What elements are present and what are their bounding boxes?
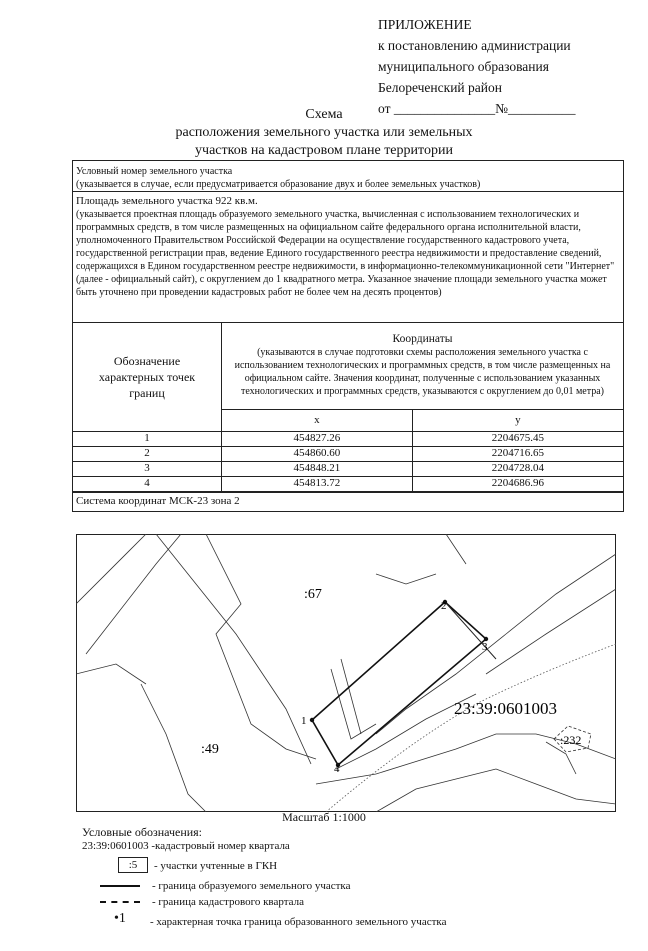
legend-dashed-line [100,901,140,903]
point-label-2: 2 [441,600,447,612]
title-line-2: расположения земельного участка или земельных [175,125,473,140]
parcel-boundary [76,664,146,684]
parcel-boundary [341,659,361,734]
point-number: 4 [73,476,222,491]
approval-header [378,14,575,119]
conditional-number-section [73,161,623,192]
coords-column-header [222,323,624,409]
quarter-number-label: 23:39:0601003 [454,699,557,718]
area-section [73,192,623,323]
parcel-boundary [496,769,616,804]
x-header: х [222,409,413,431]
header-line-1: ПРИЛОЖЕНИЕ [378,17,472,32]
document-title [0,106,648,160]
parcel-boundary [156,534,311,764]
point-y: 2204675.45 [412,431,623,446]
parcel-boundary [86,534,181,654]
table-row [73,431,623,446]
header-line-2: к постановлению администрации [378,38,571,53]
legend-point-label: •1 [114,911,126,926]
point-x: 454848.21 [222,461,413,476]
legend-solid-line [100,885,140,887]
point-label-4: 4 [334,763,340,775]
point-number: 3 [73,461,222,476]
coords-note: (указываются в случае подготовки схемы расположения земельного участка с использованием технологических и программных средств, в том числе размещенных на официальном сайте. Значения координат, полученные с использованием указанных технологических и программных средств, указываются с округлением до 0,01 метра) [234,347,611,398]
coordinate-system: Система координат МСК-23 зона 2 [73,492,623,511]
y-header: у [412,409,623,431]
parcel-boundary [76,534,146,604]
legend-parcel-text: - участки учтенные в ГКН [154,860,278,872]
parcel-info-table [72,160,624,512]
table-row [73,461,623,476]
area-label: Площадь земельного участка 922 кв.м. [76,195,258,207]
legend-dashed-text: - граница кадастрового квартала [152,896,304,908]
header-line-3: муниципального образования [378,59,549,74]
point-y: 2204716.65 [412,446,623,461]
point-number: 1 [73,431,222,446]
parcel-boundary [376,769,496,812]
point-marker-1 [310,718,314,722]
point-x: 454860.60 [222,446,413,461]
map-scale: Масштаб 1:1000 [282,810,366,824]
cond-number-note: (указывается в случае, если предусматривается образование двух и более земельных участков) [76,179,481,190]
header-line-4: Белореченский район [378,80,502,95]
parcel-boundary [486,589,616,674]
parcel-boundary [331,669,376,739]
coordinates-table [73,323,623,492]
point-x: 454827.26 [222,431,413,446]
legend-quarter-text: -кадастровый номер квартала [148,840,290,852]
point-label-1: 1 [301,715,307,727]
parcel-boundary [141,684,206,812]
table-row [73,446,623,461]
point-y: 2204686.96 [412,476,623,491]
parcel-boundary [206,534,316,759]
cond-number-label: Условный номер земельного участка [76,166,233,177]
parcel-boundary [376,574,436,584]
legend [82,825,622,945]
point-y: 2204728.04 [412,461,623,476]
points-column-header: Обозначение характерных точек границ [73,323,222,431]
point-number: 2 [73,446,222,461]
parcel-boundary [445,602,496,659]
parcel-label-67: :67 [304,587,322,602]
table-row [73,476,623,491]
legend-parcel-box: :5 [118,857,148,873]
legend-quarter [82,839,290,854]
coords-title: Координаты [392,333,453,346]
header-line-5: от _______________№__________ [378,101,576,116]
area-note: (указывается проектная площадь образуемого земельного участка, вычисленная с использованием технологических и программных средств, в том числе размещенных на официальном сайте федерального органа исполнительной власти, уполномоченного Правительством Российской Федерации на осуществление государственного кадастрового учета, государственной регистрации прав, ведение Единого государственного реестра недвижимости и предоставление сведений, содержащихся в Едином государственном реестре недвижимости, в информационно-телекоммуникационной сети "Интернет" (далее - официальный сайт), с округлением до 1 квадратного метра. Указанное значение площади земельного участка может быть уточнено при проведении кадастровых работ не более чем на десять процентов) [76,209,615,298]
legend-point-text: - характерная точка граница образованного земельного участка [150,916,447,928]
map-frame [77,535,616,812]
parcel-label-49: :49 [201,742,219,757]
title-line-1: Схема [305,107,343,122]
legend-solid-text: - граница образуемого земельного участка [152,880,351,892]
legend-quarter-code: 23:39:0601003 [82,840,149,852]
parcel-boundary [446,534,466,564]
legend-title: Условные обозначения: [82,825,203,839]
point-x: 454813.72 [222,476,413,491]
point-label-3: 3 [482,641,488,653]
title-line-3: участков на кадастровом плане территории [195,143,453,158]
formed-parcel [312,602,486,765]
parcel-label-232: :232 [560,733,582,747]
cadastral-map [76,534,616,812]
